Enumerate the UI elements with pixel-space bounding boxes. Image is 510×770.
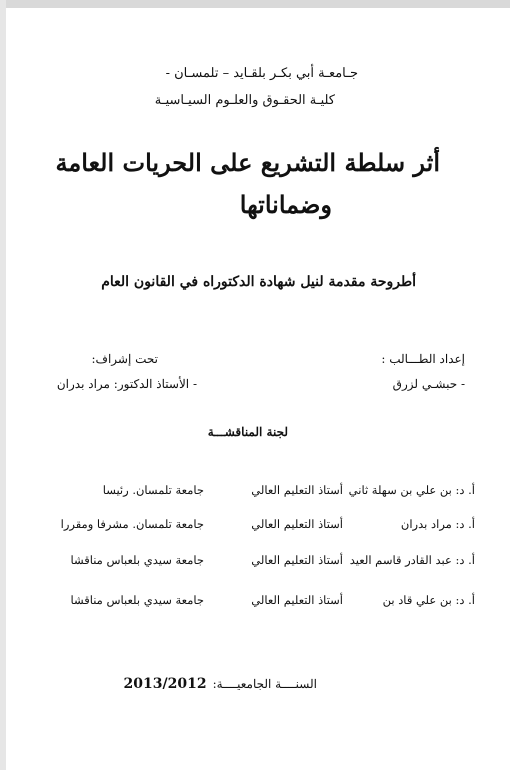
committee-title: لجنة المناقشـــة bbox=[207, 425, 288, 439]
academic-year-label: السنــــة الجامعيــــة: bbox=[212, 677, 317, 691]
member-institution: جامعة تلمسان. رئيسا bbox=[102, 483, 204, 497]
page-left-edge bbox=[0, 0, 6, 770]
thesis-title-line-2: وضماناتها bbox=[239, 190, 332, 219]
supervision-label: تحت إشراف: bbox=[91, 352, 158, 366]
thesis-title-line-1: أثر سلطة التشريع على الحريات العامة bbox=[55, 148, 440, 177]
member-name: أ. د: بن علي قاد بن bbox=[382, 593, 475, 607]
member-name: أ. د: بن علي بن سهلة ثاني bbox=[348, 483, 475, 497]
supervisor-name: - الأستاذ الدكتور: مراد بدران bbox=[56, 377, 197, 391]
thesis-subtitle: أطروحة مقدمة لنيل شهادة الدكتوراه في القانون العام bbox=[101, 274, 416, 290]
member-name: أ. د: عبد القادر قاسم العيد bbox=[349, 553, 475, 567]
faculty-name: كليـة الحقـوق والعلـوم السيـاسيـة bbox=[154, 93, 335, 108]
member-institution: جامعة تلمسان. مشرفا ومقررا bbox=[60, 517, 204, 531]
member-rank: أستاذ التعليم العالي bbox=[251, 593, 343, 607]
page-top-edge bbox=[0, 0, 510, 8]
member-rank: أستاذ التعليم العالي bbox=[251, 483, 343, 497]
member-institution: جامعة سيدي بلعباس مناقشا bbox=[70, 593, 204, 607]
member-name: أ. د: مراد بدران bbox=[400, 517, 475, 531]
member-institution: جامعة سيدي بلعباس مناقشا bbox=[70, 553, 204, 567]
academic-year bbox=[124, 676, 317, 692]
member-rank: أستاذ التعليم العالي bbox=[251, 553, 343, 567]
university-name: جـامعـة أبي بكـر بلقـايد – تلمسـان - bbox=[165, 66, 358, 81]
academic-year-value: 2013/2012 bbox=[123, 676, 207, 692]
member-rank: أستاذ التعليم العالي bbox=[251, 517, 343, 531]
student-name: - حبشـي لزرق bbox=[392, 377, 465, 391]
preparation-label: إعداد الطـــالب : bbox=[381, 352, 465, 366]
